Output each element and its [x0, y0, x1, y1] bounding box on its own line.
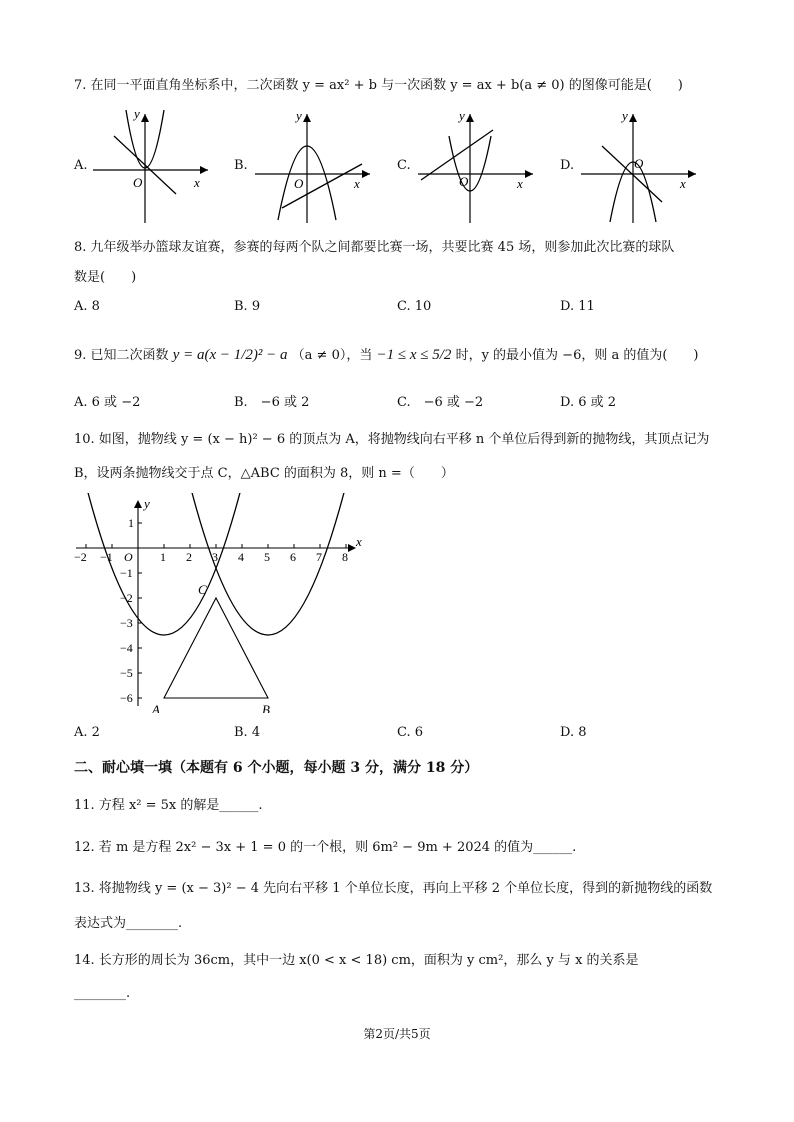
q10-origin-label: O [124, 550, 133, 564]
q9-option-b: B. −6 或 2 [234, 395, 310, 410]
q8-option-c: C. 10 [397, 299, 432, 314]
q7-b-origin-label: O [294, 176, 304, 191]
q10-option-c: C. 6 [397, 725, 424, 740]
q13-line2: 表达式为________. [74, 916, 183, 931]
q7-graph-c [413, 108, 543, 226]
y-tick-1: 1 [128, 516, 134, 530]
q11-text: 11. 方程 x² = 5x 的解是______. [74, 798, 263, 813]
q10-line1: 10. 如图，抛物线 y = (x − h)² − 6 的顶点为 A，将抛物线向右平移 n 个单位后得到新的抛物线，其顶点记为 [74, 432, 710, 447]
y-tick-neg4: −4 [120, 641, 133, 655]
q7-graph-d [576, 108, 706, 226]
parabola-b [190, 493, 346, 635]
y-tick-neg6: −6 [120, 691, 133, 705]
x-tick-8: 8 [342, 550, 348, 564]
q10-line2: B，设两条抛物线交于点 C，△ABC 的面积为 8，则 n =（ ） [74, 466, 454, 481]
point-c-label: C [198, 582, 207, 597]
q9-option-c: C. −6 或 −2 [397, 395, 484, 410]
q10-option-b: B. 4 [234, 725, 261, 740]
page-footer: 第2页/共5页 [363, 1027, 431, 1041]
q7-option-c-label: C. [397, 158, 411, 173]
x-tick-7: 7 [316, 550, 322, 564]
q14-line2: ________. [74, 986, 131, 1001]
q9-line [74, 344, 699, 364]
parabola-a [86, 493, 242, 635]
q7-d-y-label: y [622, 108, 628, 123]
q9-option-d: D. 6 或 2 [560, 395, 617, 410]
x-tick-neg1: −1 [100, 550, 113, 564]
point-b-label: B [262, 702, 270, 713]
q9-cond: （a ≠ 0），当 [291, 348, 373, 363]
q8-option-d: D. 11 [560, 299, 595, 314]
q9-pre: 9. 已知二次函数 [74, 348, 169, 363]
q13-line1: 13. 将抛物线 y = (x − 3)² − 4 先向右平移 1 个单位长度，再向上平移 2 个单位长度，得到的新抛物线的函数 [74, 881, 713, 896]
y-tick-neg5: −5 [120, 666, 133, 680]
triangle-abc [164, 598, 268, 698]
q7-option-d-label: D. [560, 158, 575, 173]
q9-formula: y = a(x − 1/2)² − a [172, 347, 288, 363]
q7-a-x-label: x [194, 175, 200, 190]
section2-title: 二、耐心填一填（本题有 6 个小题，每小题 3 分，满分 18 分） [74, 760, 479, 776]
q9-option-a: A. 6 或 −2 [74, 395, 141, 410]
x-tick-neg2: −2 [74, 550, 87, 564]
q8-line1: 8. 九年级举办篮球友谊赛，参赛的每两个队之间都要比赛一场，共要比赛 45 场，则参加此次比赛的球队 [74, 240, 675, 255]
q9-range: −1 ≤ x ≤ 5/2 [376, 347, 452, 363]
q7-graph-a [88, 108, 218, 226]
q7-d-x-label: x [680, 176, 686, 191]
q8-line2: 数是( ) [74, 270, 137, 285]
q7-d-origin-label: O [634, 156, 644, 171]
x-tick-3: 3 [212, 550, 218, 564]
q10-y-axis-label: y [144, 496, 150, 511]
point-a-label: A [152, 702, 160, 713]
q8-option-a: A. 8 [74, 299, 100, 314]
x-tick-2: 2 [186, 550, 192, 564]
q7-option-a-label: A. [74, 158, 88, 173]
q7-c-x-label: x [517, 176, 523, 191]
q7-option-b-label: B. [234, 158, 248, 173]
q10-graph [70, 493, 370, 713]
q8-option-b: B. 9 [234, 299, 261, 314]
q10-x-axis-label: x [356, 534, 362, 549]
q7-a-origin-label: O [133, 175, 143, 190]
x-tick-6: 6 [290, 550, 296, 564]
q7-graph-b [250, 108, 380, 226]
q12-text: 12. 若 m 是方程 2x² − 3x + 1 = 0 的一个根，则 6m² − 9m + 2024 的值为______. [74, 840, 577, 855]
x-tick-5: 5 [264, 550, 270, 564]
q7-a-y-label: y [134, 108, 140, 121]
q9-post: 时，y 的最小值为 −6，则 a 的值为( ) [455, 348, 699, 363]
x-tick-1: 1 [160, 550, 166, 564]
q7-c-y-label: y [459, 108, 465, 123]
y-tick-neg3: −3 [120, 616, 133, 630]
q7-b-y-label: y [296, 108, 302, 123]
y-tick-neg1: −1 [120, 566, 133, 580]
q10-option-d: D. 8 [560, 725, 587, 740]
q7-c-origin-label: O [459, 174, 469, 189]
y-tick-neg2: −2 [120, 591, 133, 605]
x-tick-4: 4 [238, 550, 244, 564]
q10-option-a: A. 2 [74, 725, 100, 740]
q7-b-x-label: x [354, 176, 360, 191]
q14-line1: 14. 长方形的周长为 36cm，其中一边 x(0 < x < 18) cm，面积为 y cm²，那么 y 与 x 的关系是 [74, 953, 639, 968]
q7-text: 7. 在同一平面直角坐标系中，二次函数 y = ax² + b 与一次函数 y = ax + b(a ≠ 0) 的图像可能是( ) [74, 78, 683, 93]
